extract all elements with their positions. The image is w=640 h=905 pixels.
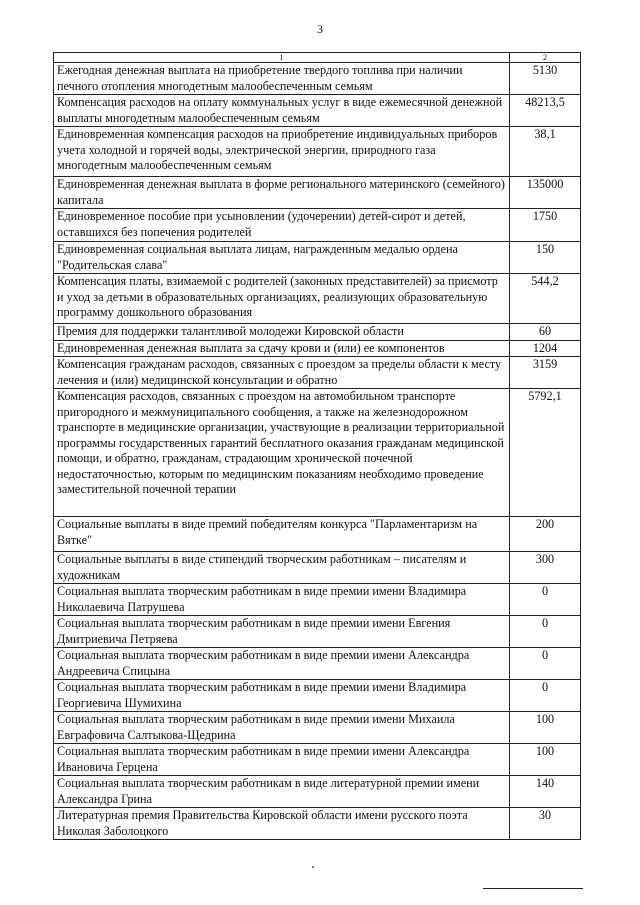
table-header-row <box>54 53 581 63</box>
row-value: 135000 <box>510 177 581 209</box>
table-row <box>54 357 581 389</box>
table-row <box>54 209 581 242</box>
payments-table <box>53 52 581 840</box>
row-text: Социальные выплаты в виде премий победителям конкурса "Парламентаризм на Вятке" <box>54 517 510 552</box>
row-value: 1204 <box>510 340 581 357</box>
row-text: Компенсация расходов, связанных с проездом на автомобильном транспорте пригородного и межмуниципального сообщения, а также на железнодорожном транспорте в медицинские организации, участвующие в реализации территориальной программы государственных гарантий бесплатного оказания гражданам медицинской помощи, и обратно, гражданам, страдающим хронической почечной недостаточностью, которым по медицинским показаниям необходимо проведение заместительной почечной терапии <box>54 389 510 517</box>
row-text: Социальная выплата творческим работникам в виде литературной премии имени Александра Грина <box>54 776 510 808</box>
column-header-2: 2 <box>510 53 581 63</box>
row-text: Единовременная компенсация расходов на приобретение индивидуальных приборов учета холодной и горячей воды, электрической энергии, природного газа многодетным малообеспеченным семьям <box>54 127 510 177</box>
row-value: 544,2 <box>510 274 581 324</box>
table-row <box>54 95 581 127</box>
table-row <box>54 808 581 840</box>
row-value: 38,1 <box>510 127 581 177</box>
table-row <box>54 324 581 341</box>
row-text: Социальная выплата творческим работникам в виде премии имени Михаила Евграфовича Салтыкова-Щедрина <box>54 712 510 744</box>
table-row <box>54 389 581 517</box>
table-row <box>54 584 581 616</box>
row-value: 60 <box>510 324 581 341</box>
row-text: Социальная выплата творческим работникам в виде премии имени Владимира Георгиевича Шумихина <box>54 680 510 712</box>
table-row <box>54 616 581 648</box>
row-value: 140 <box>510 776 581 808</box>
row-text: Социальная выплата творческим работникам в виде премии имени Александра Ивановича Герцена <box>54 744 510 776</box>
table-row <box>54 744 581 776</box>
table-row <box>54 177 581 209</box>
row-value: 30 <box>510 808 581 840</box>
row-value: 0 <box>510 648 581 680</box>
row-text: Социальные выплаты в виде стипендий творческим работникам – писателям и художникам <box>54 552 510 584</box>
row-text: Единовременная денежная выплата в форме регионального материнского (семейного) капитала <box>54 177 510 209</box>
row-value: 200 <box>510 517 581 552</box>
table-row <box>54 648 581 680</box>
row-value: 150 <box>510 242 581 274</box>
row-text: Компенсация гражданам расходов, связанных с проездом за пределы области к месту лечения и (или) медицинской консультации и обратно <box>54 357 510 389</box>
row-value: 0 <box>510 680 581 712</box>
row-text: Ежегодная денежная выплата на приобретение твердого топлива при наличии печного отопления многодетным малообеспеченным семьям <box>54 63 510 95</box>
row-value: 0 <box>510 584 581 616</box>
row-value: 3159 <box>510 357 581 389</box>
table-row <box>54 712 581 744</box>
row-value: 5792,1 <box>510 389 581 517</box>
scan-speck <box>312 866 314 868</box>
row-text: Единовременное пособие при усыновлении (удочерении) детей-сирот и детей, оставшихся без попечения родителей <box>54 209 510 242</box>
row-text: Компенсация расходов на оплату коммунальных услуг в виде ежемесячной денежной выплаты многодетным малообеспеченным семьям <box>54 95 510 127</box>
table-row <box>54 340 581 357</box>
row-text: Социальная выплата творческим работникам в виде премии имени Александра Андреевича Спицына <box>54 648 510 680</box>
row-text: Литературная премия Правительства Кировской области имени русского поэта Николая Заболоцкого <box>54 808 510 840</box>
row-text: Премия для поддержки талантливой молодежи Кировской области <box>54 324 510 341</box>
table-row <box>54 242 581 274</box>
row-value: 1750 <box>510 209 581 242</box>
table-row <box>54 552 581 584</box>
footer-rule <box>483 888 583 889</box>
table-row <box>54 127 581 177</box>
column-header-1: 1 <box>54 53 510 63</box>
table-row <box>54 680 581 712</box>
row-value: 48213,5 <box>510 95 581 127</box>
row-text: Единовременная денежная выплата за сдачу крови и (или) ее компонентов <box>54 340 510 357</box>
table-row <box>54 776 581 808</box>
row-value: 300 <box>510 552 581 584</box>
row-value: 100 <box>510 712 581 744</box>
row-text: Социальная выплата творческим работникам в виде премии имени Владимира Николаевича Патрушева <box>54 584 510 616</box>
table-row <box>54 63 581 95</box>
table-row <box>54 274 581 324</box>
row-text: Социальная выплата творческим работникам в виде премии имени Евгения Дмитриевича Петряева <box>54 616 510 648</box>
row-text: Компенсация платы, взимаемой с родителей (законных представителей) за присмотр и уход за детьми в образовательных организациях, реализующих образовательную программу дошкольного образования <box>54 274 510 324</box>
row-value: 0 <box>510 616 581 648</box>
row-value: 100 <box>510 744 581 776</box>
page-number: 3 <box>317 22 323 36</box>
row-value: 5130 <box>510 63 581 95</box>
table-row <box>54 517 581 552</box>
row-text: Единовременная социальная выплата лицам, награжденным медалью ордена "Родительская слава" <box>54 242 510 274</box>
